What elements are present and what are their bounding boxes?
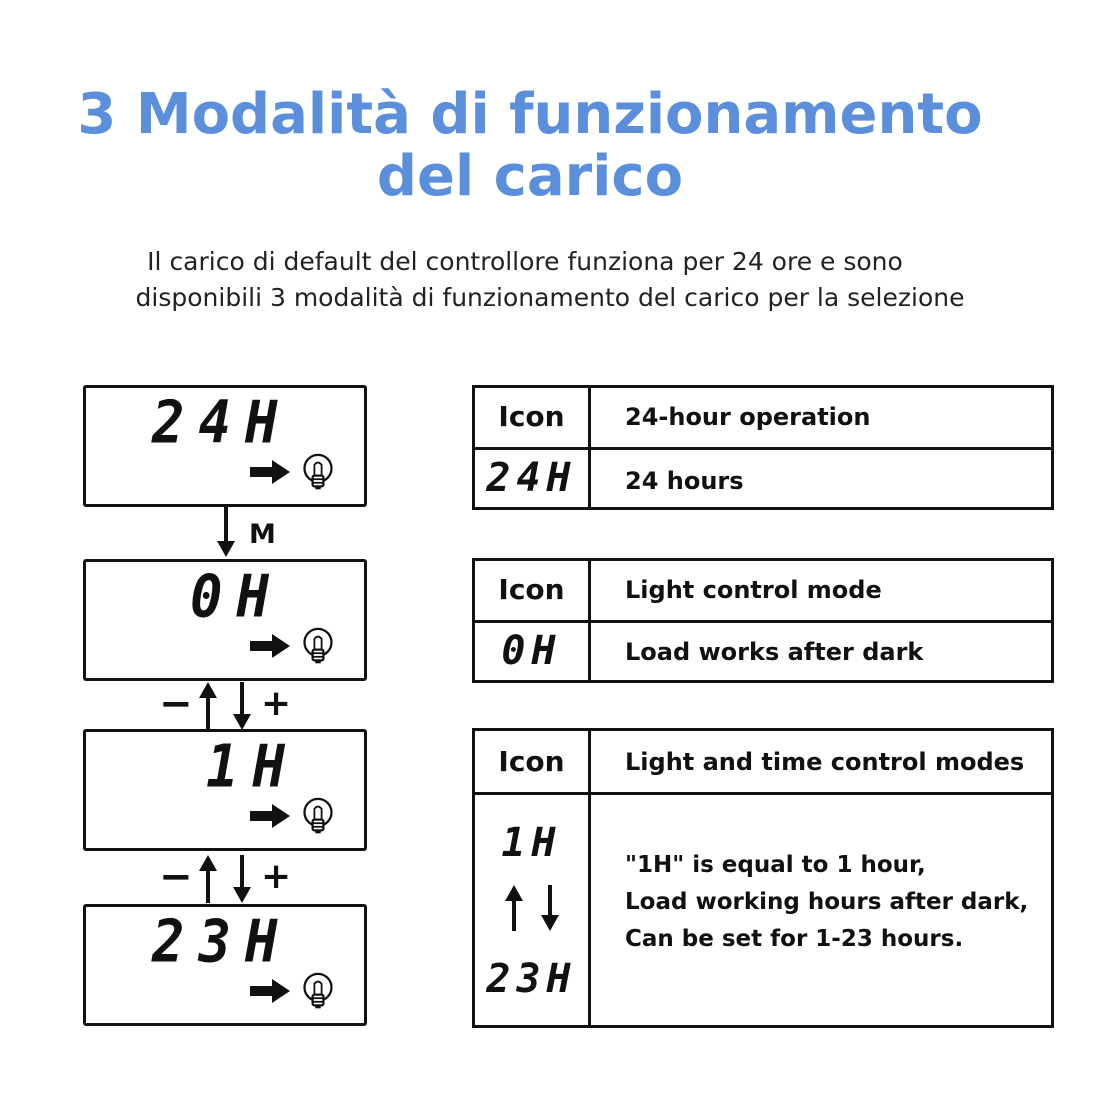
right-arrow-icon [250, 979, 290, 1003]
icon-header: Icon [498, 745, 565, 778]
plus-label: + [261, 683, 292, 724]
connector-m [83, 507, 367, 561]
lcd-digits: 23H [152, 907, 292, 976]
right-arrow-icon [250, 634, 290, 658]
lcd-digits: 1H [206, 732, 300, 801]
table-divider [475, 447, 1051, 450]
mode-description-line: Load working hours after dark, [625, 889, 1029, 915]
right-arrow-icon [250, 460, 290, 484]
down-arrow-icon [541, 885, 559, 931]
mode-description: Load works after dark [625, 638, 924, 666]
mode-table-0h [472, 558, 1054, 683]
connector-minus-plus [83, 853, 367, 905]
mode-table-1h-23h [472, 728, 1054, 1028]
plus-label: + [261, 856, 292, 897]
table-divider [475, 620, 1051, 623]
down-arrow-icon [233, 682, 251, 730]
table-divider [475, 792, 1051, 795]
mode-description-line: "1H" is equal to 1 hour, [625, 852, 926, 878]
light-bulb-icon [300, 971, 336, 1011]
down-arrow-icon [217, 507, 235, 557]
subtitle-line2: disponibili 3 modalità di funzionamento del carico per la selezione [135, 283, 965, 312]
mode-title: Light and time control modes [625, 748, 1025, 776]
mode-description: 24 hours [625, 467, 744, 495]
table-divider [588, 731, 591, 1025]
icon-value-bottom: 23H [486, 956, 577, 1002]
lcd-digits: 24H [152, 388, 292, 457]
lcd-display-23h [83, 904, 367, 1026]
mode-description-line: Can be set for 1-23 hours. [625, 926, 964, 952]
lcd-display-1h [83, 729, 367, 851]
minus-label: − [159, 681, 193, 727]
subtitle-line1: Il carico di default del controllore funziona per 24 ore e sono [147, 247, 903, 276]
up-arrow-icon [505, 885, 523, 931]
lcd-display-24h [83, 385, 367, 507]
icon-header: Icon [498, 573, 565, 606]
up-arrow-icon [199, 855, 217, 903]
minus-label: − [159, 854, 193, 900]
connector-minus-plus [83, 680, 367, 732]
up-arrow-icon [199, 682, 217, 730]
load-indicator [250, 452, 350, 492]
mode-table-24h [472, 385, 1054, 510]
light-bulb-icon [300, 626, 336, 666]
load-indicator [250, 626, 350, 666]
lcd-display-0h [83, 559, 367, 681]
page-title-line1: 3 Modalità di funzionamento [77, 82, 983, 147]
m-button-label: M [249, 519, 276, 550]
load-indicator [250, 796, 350, 836]
mode-title: 24-hour operation [625, 403, 871, 431]
down-arrow-icon [233, 855, 251, 903]
light-bulb-icon [300, 796, 336, 836]
lcd-digits: 0H [190, 562, 284, 631]
mode-title: Light control mode [625, 576, 882, 604]
icon-value-top: 1H [501, 820, 562, 866]
icon-value: 0H [501, 628, 562, 674]
icon-header: Icon [498, 400, 565, 433]
light-bulb-icon [300, 452, 336, 492]
load-indicator [250, 971, 350, 1011]
right-arrow-icon [250, 804, 290, 828]
page-title-line2: del carico [376, 144, 684, 209]
icon-value: 24H [486, 455, 577, 501]
